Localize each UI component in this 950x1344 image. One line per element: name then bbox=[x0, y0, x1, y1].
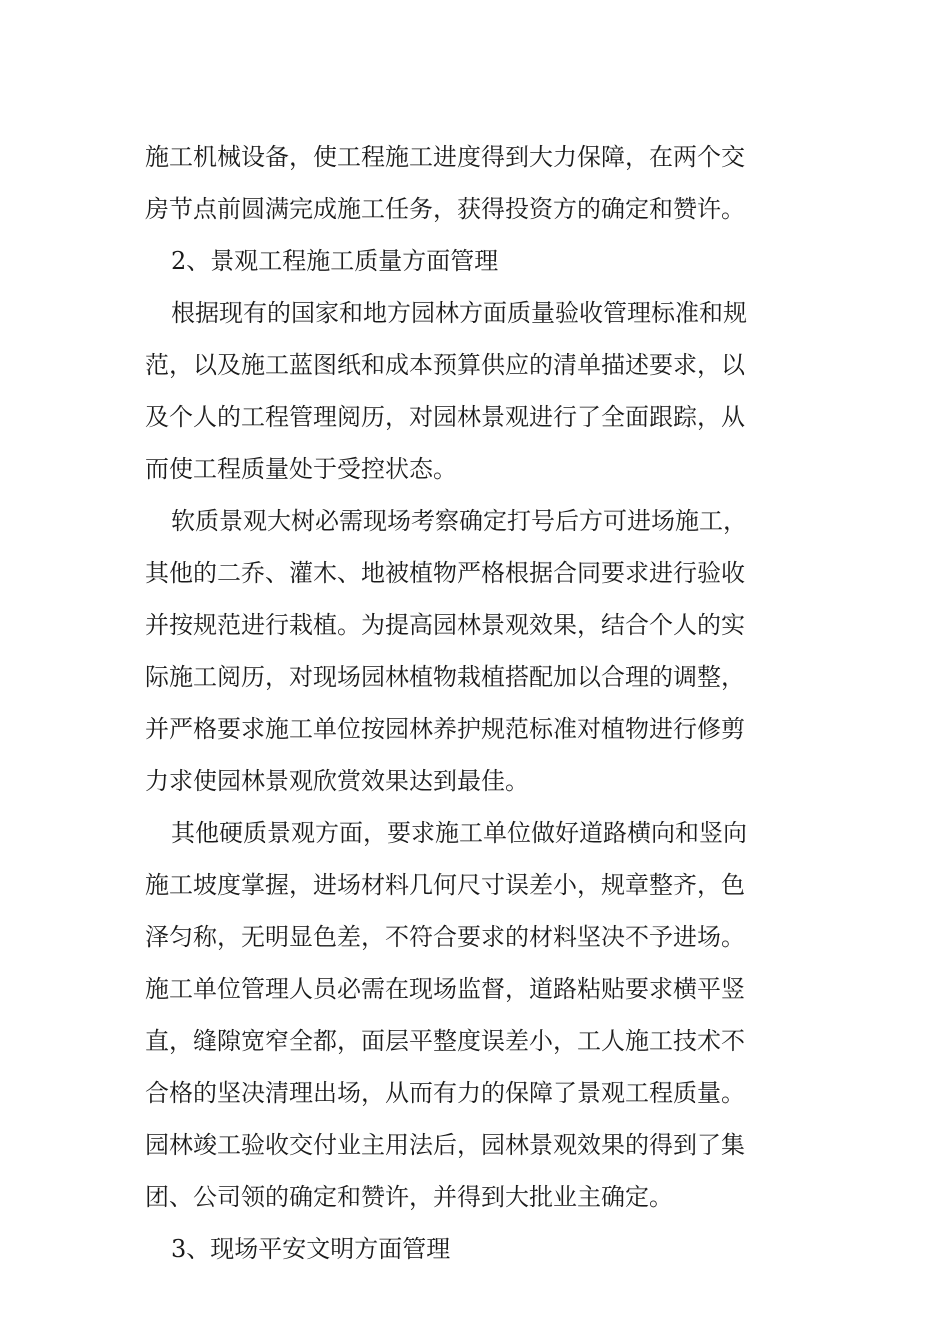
text-line: 施工坡度掌握，进场材料几何尺寸误差小，规章整齐，色 bbox=[145, 871, 745, 899]
text-line: 直，缝隙宽窄全都，面层平整度误差小，工人施工技术不 bbox=[145, 1027, 745, 1055]
section-heading: 2、景观工程施工质量方面管理 bbox=[171, 247, 499, 275]
paragraph-first-line: 其他硬质景观方面，要求施工单位做好道路横向和竖向 bbox=[171, 819, 747, 847]
document-body bbox=[145, 131, 810, 1275]
text-line: 际施工阅历，对现场园林植物栽植搭配加以合理的调整， bbox=[145, 663, 745, 691]
text-line: 施工单位管理人员必需在现场监督，道路粘贴要求横平竖 bbox=[145, 975, 745, 1003]
text-line: 合格的坚决清理出场，从而有力的保障了景观工程质量。 bbox=[145, 1079, 745, 1107]
paragraph-first-line: 软质景观大树必需现场考察确定打号后方可进场施工， bbox=[171, 507, 747, 535]
text-line: 而使工程质量处于受控状态。 bbox=[145, 455, 457, 483]
text-line: 泽匀称，无明显色差，不符合要求的材料坚决不予进场。 bbox=[145, 923, 745, 951]
text-line: 力求使园林景观欣赏效果达到最佳。 bbox=[145, 767, 529, 795]
text-line: 范，以及施工蓝图纸和成本预算供应的清单描述要求，以 bbox=[145, 351, 745, 379]
text-line: 施工机械设备，使工程施工进度得到大力保障，在两个交 bbox=[145, 143, 745, 171]
text-line: 园林竣工验收交付业主用法后，园林景观效果的得到了集 bbox=[145, 1131, 745, 1159]
text-line: 并按规范进行栽植。为提高园林景观效果，结合个人的实 bbox=[145, 611, 745, 639]
paragraph-first-line: 根据现有的国家和地方园林方面质量验收管理标准和规 bbox=[171, 299, 747, 327]
text-line: 并严格要求施工单位按园林养护规范标准对植物进行修剪 bbox=[145, 715, 745, 743]
text-line: 其他的二乔、灌木、地被植物严格根据合同要求进行验收 bbox=[145, 559, 745, 587]
section-heading: 3、现场平安文明方面管理 bbox=[171, 1235, 451, 1263]
text-line: 及个人的工程管理阅历，对园林景观进行了全面跟踪，从 bbox=[145, 403, 745, 431]
text-line: 团、公司领的确定和赞许，并得到大批业主确定。 bbox=[145, 1183, 673, 1211]
text-line: 房节点前圆满完成施工任务，获得投资方的确定和赞许。 bbox=[145, 195, 745, 223]
